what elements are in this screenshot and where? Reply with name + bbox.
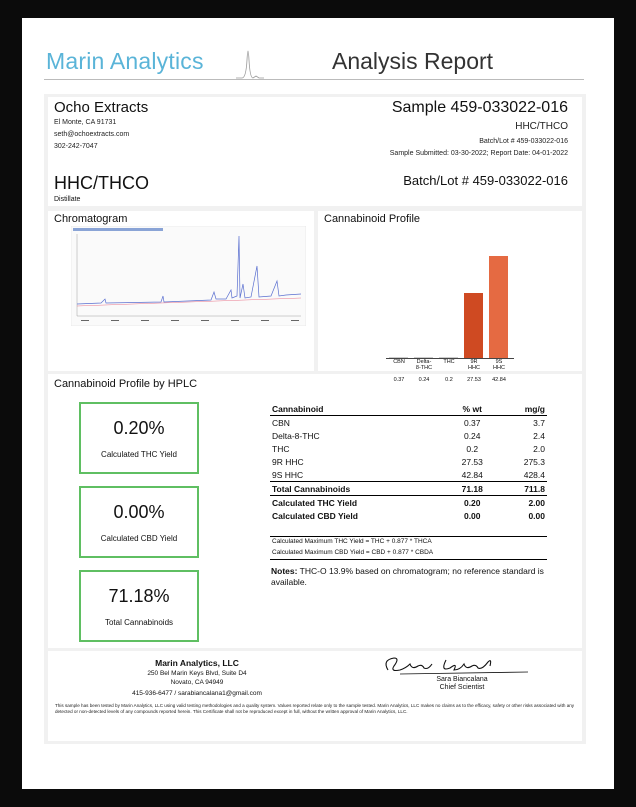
category-label: THC [443, 359, 455, 365]
cell: 0.20 [447, 496, 497, 510]
disclaimer: This sample has been tested by Marin Analytics, LLC using valid testing methodologies and a quality system. Values reported relate only to the sample tested. Marin Analytics, LLC makes no claims as to the efficacy, safety or other risks associated with any detected or non-detected levels of any compounds reported herein. This Certificate shall not be reproduced except in full, without the written approval of Marin Analytics, LLC. [55, 703, 575, 714]
product-name: HHC/THCO [54, 173, 149, 193]
cell: 42.84 [461, 469, 483, 480]
lab-brand: Marin Analytics [46, 48, 204, 74]
table-total-row [270, 482, 547, 496]
client-address: El Monte, CA 91731 [54, 119, 117, 126]
notes-text: THC-O 13.9% based on chromatogram; no reference standard is available. [271, 566, 544, 587]
cell: 9R HHC [272, 456, 304, 467]
cbd-formula-note: Calculated Maximum CBD Yield = CBD + 0.877 * CBDA [272, 549, 434, 556]
cell: CBN [272, 417, 290, 428]
sample-batch: Batch/Lot # 459-033022-016 [479, 138, 568, 145]
cbd-yield-value: 0.00% [113, 502, 165, 522]
cbd-yield-box [79, 486, 199, 558]
peak-logo-icon [234, 40, 264, 80]
cell: Calculated THC Yield [270, 496, 447, 510]
cannabinoid-table [270, 402, 547, 522]
cell: Total Cannabinoids [270, 482, 447, 496]
sample-dates: Sample Submitted: 03-30-2022; Report Date: 04-01-2022 [389, 150, 568, 157]
category-label: 9S HHC [493, 359, 505, 371]
cell: 2.0 [533, 443, 545, 454]
cell: 711.8 [497, 482, 547, 496]
cell: 2.00 [497, 496, 547, 510]
profile-chart-card [318, 211, 582, 371]
cell: 9S HHC [272, 469, 304, 480]
chart-baseline [386, 358, 514, 359]
cell: Delta-8-THC [272, 430, 320, 441]
profile-chart-title: Cannabinoid Profile [324, 213, 421, 225]
product-type: Distillate [54, 196, 81, 203]
value-label: 0.24 [418, 377, 430, 383]
table-thc-yield-row [270, 496, 547, 510]
footer-city: Novato, CA 94949 [170, 679, 224, 686]
cell: 0.00 [528, 510, 545, 521]
notes-label: Notes: [271, 566, 298, 576]
thc-formula-note: Calculated Maximum THC Yield = THC + 0.877 * THCA [272, 538, 432, 545]
col-mg-g: mg/g [497, 402, 547, 416]
report-page [22, 18, 614, 789]
client-name: Ocho Extracts [54, 99, 149, 116]
hplc-title: Cannabinoid Profile by HPLC [54, 378, 198, 390]
category-label: CBN [393, 359, 405, 365]
cell: 428.4 [523, 469, 545, 480]
table-row [270, 455, 547, 468]
signer-title: Chief Scientist [439, 684, 485, 691]
category-label: Delta- 8-THC [415, 359, 433, 371]
cell: 2.4 [533, 430, 545, 441]
cell: 71.18 [447, 482, 497, 496]
cell: 27.53 [461, 456, 483, 467]
bar-9s-hhc [489, 256, 508, 358]
table-row [270, 468, 547, 482]
chromatogram-image [71, 226, 306, 326]
signer-name: Sara Biancalana [436, 676, 488, 683]
cell: 0.24 [463, 430, 481, 441]
total-cannabinoids-box [79, 570, 199, 642]
value-label: 0.2 [445, 377, 453, 383]
col-pct-wt: % wt [447, 402, 497, 416]
sample-product: HHC/THCO [515, 121, 568, 132]
cell: 275.3 [523, 456, 545, 467]
table-divider [270, 536, 547, 537]
table-bottom-line [270, 559, 547, 560]
value-label: 27.53 [467, 377, 481, 383]
thc-yield-label: Calculated THC Yield [101, 450, 177, 459]
footer-lab-name: Marin Analytics, LLC [155, 658, 239, 668]
product-batch: Batch/Lot # 459-033022-016 [403, 173, 568, 188]
table-header-row [270, 402, 547, 416]
sample-id: Sample 459-033022-016 [391, 99, 568, 116]
value-label: 0.37 [393, 377, 405, 383]
cell: 3.7 [533, 417, 545, 428]
client-phone: 302-242-7047 [54, 143, 98, 150]
cell: Calculated CBD Yield [272, 510, 358, 521]
table-row [270, 429, 547, 442]
col-cannabinoid: Cannabinoid [270, 402, 447, 416]
table-row [270, 442, 547, 455]
category-label: 9R HHC [468, 359, 480, 371]
client-email: seth@ochoextracts.com [54, 131, 130, 138]
total-cannabinoids-label: Total Cannabinoids [104, 618, 174, 627]
thc-yield-box [79, 402, 199, 474]
total-cannabinoids-value: 71.18% [108, 586, 170, 606]
header-divider [44, 79, 584, 80]
chromatogram-title: Chromatogram [54, 213, 128, 225]
table-row [270, 416, 547, 430]
footer-street: 250 Bel Marin Keys Blvd, Suite D4 [147, 670, 247, 677]
report-title: Analysis Report [332, 48, 494, 74]
cell: THC [272, 443, 290, 454]
value-label: 42.84 [492, 377, 506, 383]
thc-yield-value: 0.20% [113, 418, 165, 438]
cell: 0.2 [466, 443, 479, 454]
cell: 0.00 [463, 510, 481, 521]
bar-9r-hhc [464, 293, 483, 358]
cbd-yield-label: Calculated CBD Yield [100, 534, 178, 543]
footer-contact: 415-936-6477 / sarabiancalana1@gmail.com [132, 690, 262, 697]
cell: 0.37 [463, 417, 481, 428]
table-cbd-yield-row [270, 509, 547, 522]
notes [271, 566, 551, 588]
